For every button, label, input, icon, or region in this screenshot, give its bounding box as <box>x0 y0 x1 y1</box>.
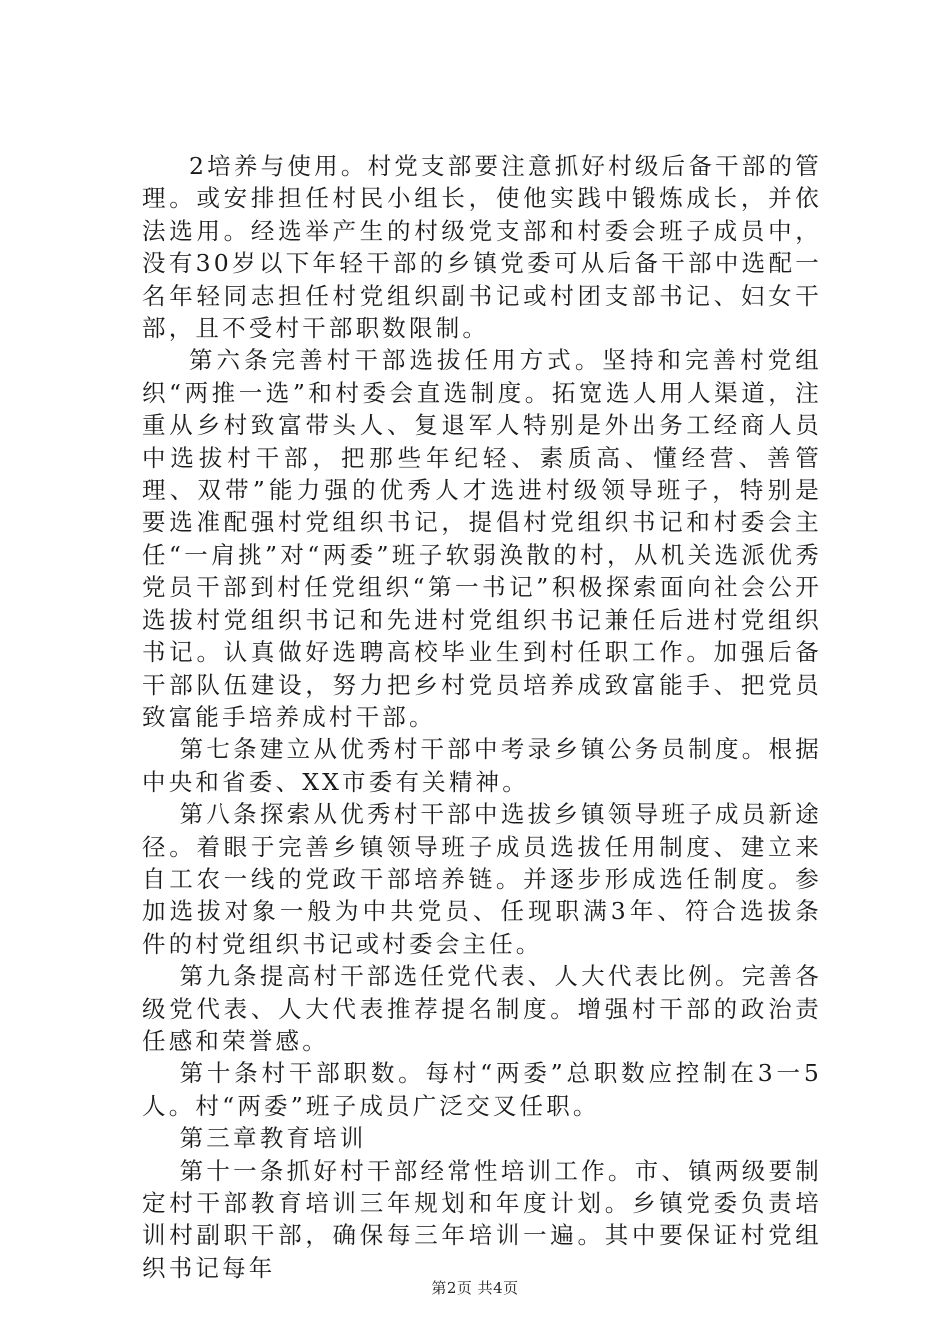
paragraph-article-6: 第六条完善村干部选拔任用方式。坚持和完善村党组织“两推一选”和村委会直选制度。拓宽选人用人渠道，注重从乡村致富带头人、复退军人特别是外出务工经商人员中选拔村干部，把那些年纪轻、素质高、懂经营、善管理、双带”能力强的优秀人才选进村级领导班子，特别是要选准配强村党组织书记，提倡村党组织书记和村委会主任“一肩挑”对“两委”班子软弱涣散的村，从机关选派优秀党员干部到村任党组织“第一书记”积极探索面向社会公开选拔村党组织书记和先进村党组织书记兼任后进村党组织书记。认真做好选聘高校毕业生到村任职工作。加强后备干部队伍建设，努力把乡村党员培养成致富能手、把党员致富能手培养成村干部。 <box>142 346 822 731</box>
page-footer: 第2页 共4页 <box>431 1279 519 1297</box>
paragraph-article-11: 第十一条抓好村干部经常性培训工作。市、镇两级要制定村干部教育培训三年规划和年度计划。乡镇党委负责培训村副职干部，确保每三年培训一遍。其中要保证村党组织书记每年 <box>142 1156 822 1282</box>
paragraph-article-7: 第七条建立从优秀村干部中考录乡镇公务员制度。根据中央和省委、XX市委有关精神。 <box>142 735 822 796</box>
chapter-heading: 第三章教育培训 <box>179 1124 367 1153</box>
paragraph-cultivation: 2培养与使用。村党支部要注意抓好村级后备干部的管理。或安排担任村民小组长，使他实践中锻炼成长，并依法选用。经选举产生的村级党支部和村委会班子成员中，没有30岁以下年轻干部的乡镇党委可从后备干部中选配一名年轻同志担任村党组织副书记或村团支部书记、妇女干部，且不受村干部职数限制。 <box>142 152 822 343</box>
paragraph-article-9: 第九条提高村干部选任党代表、人大代表比例。完善各级党代表、人大代表推荐提名制度。增强村干部的政治责任感和荣誉感。 <box>142 962 822 1055</box>
document-body <box>142 150 822 1284</box>
paragraph-article-8: 第八条探索从优秀村干部中选拔乡镇领导班子成员新途径。着眼于完善乡镇领导班子成员选拔任用制度、建立来自工农一线的党政干部培养链。并逐步形成选任制度。参加选拔对象一般为中共党员、任现职满3年、符合选拔条件的村党组织书记或村委会主任。 <box>142 800 822 958</box>
paragraph-article-10: 第十条村干部职数。每村“两委”总职数应控制在3一5人。村“两委”班子成员广泛交叉任职。 <box>142 1059 822 1120</box>
